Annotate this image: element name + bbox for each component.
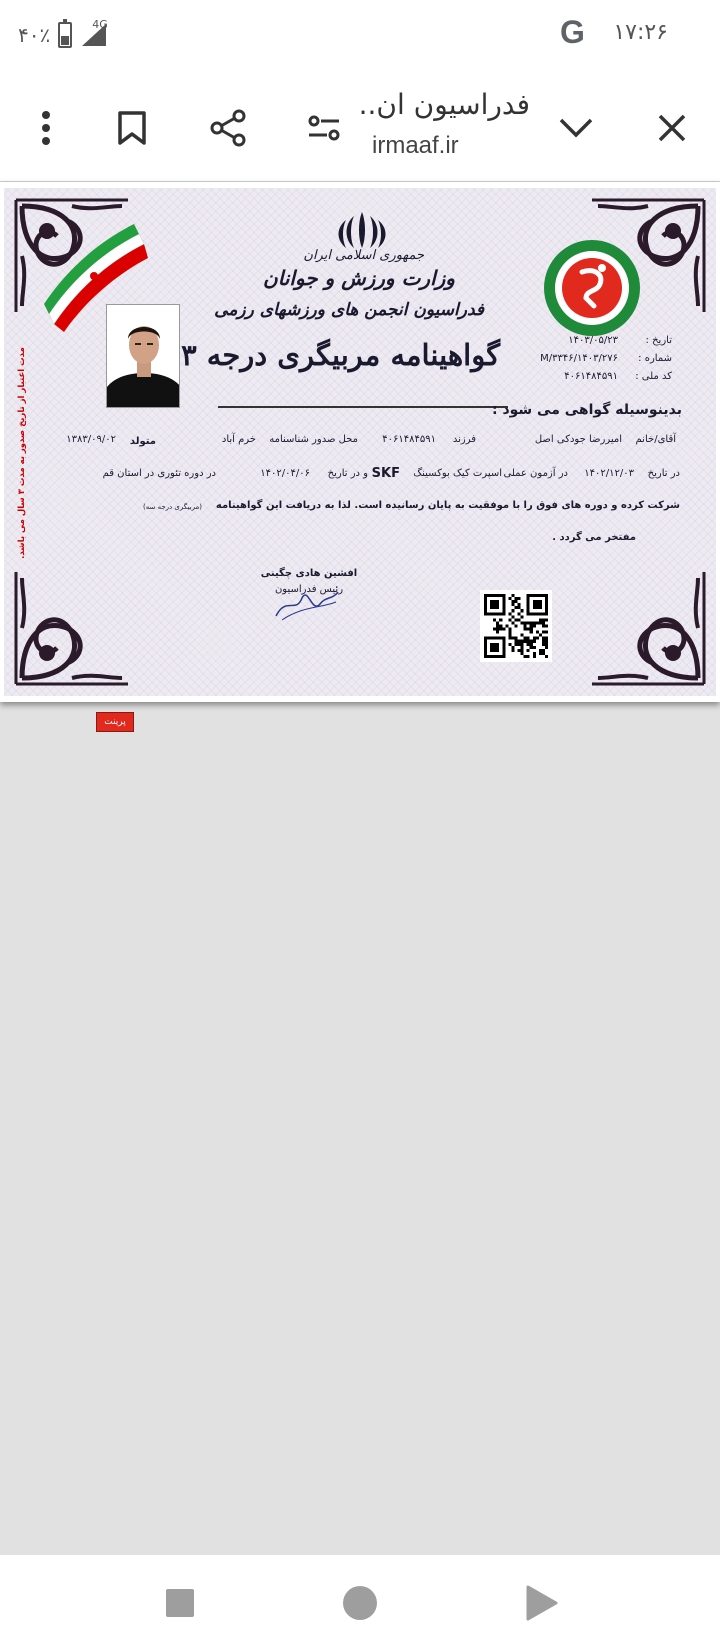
- birth-place: خرم آباد: [221, 434, 256, 445]
- battery-percent: ۴۰٪: [18, 23, 51, 47]
- page-title[interactable]: فدراسیون ان..: [358, 88, 530, 121]
- exam-date-label: در تاریخ: [647, 468, 680, 479]
- browser-toolbar: [0, 72, 720, 182]
- exam-date: ۱۴۰۲/۱۲/۰۳: [584, 468, 634, 479]
- share-icon[interactable]: [200, 100, 256, 156]
- child-label: فرزند: [452, 434, 476, 445]
- birth-label: متولد: [129, 436, 156, 447]
- heading-divider: [218, 406, 508, 408]
- certificate-heading: گواهینامه مربیگری درجه ۳: [181, 338, 500, 372]
- more-options-icon[interactable]: [18, 100, 74, 156]
- google-icon: G: [560, 14, 585, 50]
- second-date-label: و در تاریخ: [327, 468, 368, 479]
- national-id-label: کد ملی :: [635, 371, 672, 382]
- validity-note-text: مدت اعتبار از تاریخ صدور به مدت ۳ سال می باشد.: [17, 347, 27, 559]
- place-label: محل صدور شناسنامه: [269, 434, 358, 445]
- national-id-value: ۴۰۶۱۴۸۴۵۹۱: [564, 371, 618, 382]
- theory-course: در دوره تئوری در استان قم: [102, 468, 216, 479]
- home-icon[interactable]: [340, 1583, 380, 1623]
- certificate: [4, 188, 716, 696]
- signal-icon: [80, 18, 110, 48]
- date-label: تاریخ :: [645, 335, 672, 346]
- close-icon[interactable]: [644, 100, 700, 156]
- federation-title: فدراسیون انجمن های ورزشهای رزمی: [214, 300, 484, 320]
- discipline-name: اسپرت کیک بوکسینگ: [413, 468, 502, 479]
- exam-type: در آزمون عملی: [503, 468, 568, 479]
- status-indicators: [18, 18, 110, 52]
- status-time: ۱۷:۲۶: [613, 20, 668, 45]
- ornament-corner-icon: [12, 568, 132, 688]
- federation-logo-icon: [542, 238, 642, 338]
- battery-icon: [58, 22, 72, 48]
- holder-name: امیررضا جودکی اصل: [534, 434, 622, 445]
- honor-text: مفتخر می گردد .: [552, 532, 636, 543]
- signer-name: افشین هادی چگینی: [260, 568, 358, 579]
- recents-icon[interactable]: [160, 1583, 200, 1623]
- number-label: شماره :: [638, 353, 672, 364]
- certificate-level: (مربیگری درجه سه): [143, 503, 202, 511]
- signature-icon: [272, 586, 342, 622]
- navigation-bar: [0, 1555, 720, 1650]
- holder-id: ۴۰۶۱۴۸۴۵۹۱: [382, 434, 436, 445]
- bookmark-icon[interactable]: [104, 100, 160, 156]
- discipline-code: SKF: [371, 466, 400, 481]
- date-value: ۱۴۰۳/۰۵/۲۳: [568, 335, 618, 346]
- print-button[interactable]: پرینت: [96, 712, 134, 732]
- birth-date: ۱۳۸۳/۰۹/۰۲: [66, 434, 116, 445]
- signer-title: رئیس فدراسیون: [274, 584, 344, 595]
- validity-note: [12, 333, 32, 573]
- page-settings-icon[interactable]: [296, 100, 352, 156]
- republic-title: جمهوری اسلامی ایران: [303, 248, 424, 263]
- completion-text: شرکت کرده و دوره های فوق را با موفقیت به پایان رسانیده است. لذا به دریافت این گواهینامه: [215, 500, 680, 511]
- theory-date: ۱۴۰۲/۰۴/۰۶: [260, 468, 310, 479]
- ministry-title: وزارت ورزش و جوانان: [263, 266, 455, 290]
- network-type: 4G: [92, 18, 108, 31]
- number-value: ۱۴۰۳/۲۷۶/M/۳۳۴۶: [540, 353, 618, 364]
- profile-photo: [106, 304, 180, 408]
- chevron-down-icon[interactable]: [548, 100, 604, 156]
- status-bar: [0, 0, 720, 72]
- name-label: آقای/خانم: [635, 434, 676, 445]
- iran-emblem-icon: [338, 210, 386, 250]
- back-icon[interactable]: [520, 1583, 560, 1623]
- ornament-corner-icon: [588, 568, 708, 688]
- page-url[interactable]: irmaaf.ir: [372, 132, 459, 159]
- intro-text: بدینوسیله گواهی می شود :: [491, 402, 682, 418]
- qr-code: [480, 590, 552, 662]
